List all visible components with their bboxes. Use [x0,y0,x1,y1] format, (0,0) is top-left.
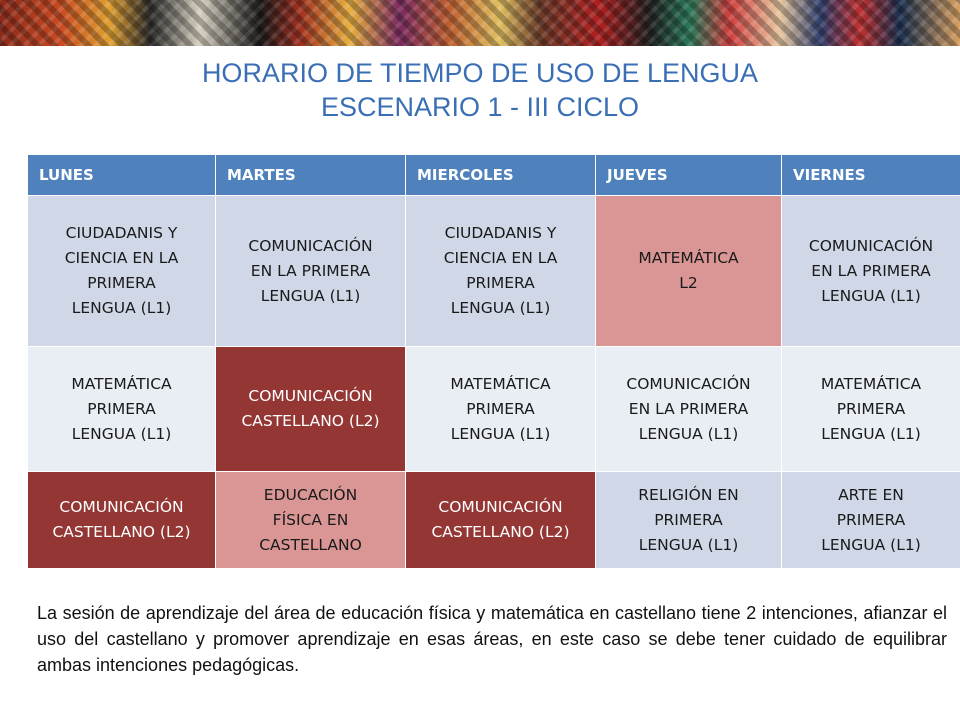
cell-line: COMUNICACIÓN [59,498,184,516]
cell-line: PRIMERA [836,399,906,418]
cell-line: L2 [679,274,698,292]
title-line-1: HORARIO DE TIEMPO DE USO DE LENGUA [201,58,759,88]
header-lunes: LUNES [28,155,216,196]
cell-martes-1 [216,196,406,347]
cell-line: LENGUA (L1) [71,299,172,317]
page-title [0,56,960,124]
cell-line: COMUNICACIÓN [626,374,751,393]
cell-line: RELIGIÓN EN [638,485,739,504]
cell-lunes-2 [28,347,216,472]
table-row [28,196,960,347]
header-jueves: JUEVES [596,155,782,196]
cell-jueves-2 [596,347,782,472]
cell-line: LENGUA (L1) [821,535,921,554]
cell-line: MATEMÁTICA [450,374,551,393]
note-paragraph: La sesión de aprendizaje del área de educación física y matemática en castellano tiene 2 intenciones, afianzar el uso del castellano y promover aprendizaje en esas áreas, en este caso se debe tener cuidado de equilibrar ambas intenciones pedagógicas. [37,603,947,675]
cell-line: PRIMERA [466,399,535,418]
cell-line: COMUNICACIÓN [808,236,934,255]
cell-line: EN LA PRIMERA [628,399,749,418]
cell-line: PRIMERA [87,274,156,292]
header-martes: MARTES [216,155,406,196]
cell-line: LENGUA (L1) [450,299,551,317]
header-miercoles: MIERCOLES [406,155,596,196]
cell-viernes-1 [782,196,960,347]
cell-line: LENGUA (L1) [260,286,361,305]
cell-line: CIENCIA EN LA [443,249,558,267]
cell-line: LENGUA (L1) [821,286,921,305]
cell-line: MATEMÁTICA [820,374,922,393]
cell-lunes-1 [28,196,216,347]
cell-miercoles-2 [406,347,596,472]
cell-line: PRIMERA [836,510,906,529]
cell-line: CASTELLANO [259,535,362,554]
cell-line: PRIMERA [87,399,156,418]
cell-viernes-2 [782,347,960,472]
cell-line: CASTELLANO (L2) [241,412,380,430]
cell-line: COMUNICACIÓN [248,236,373,255]
cell-line: LENGUA (L1) [638,535,739,554]
cell-line: LENGUA (L1) [638,424,739,443]
cell-line: CIUDADANIS Y [444,224,557,242]
cell-viernes-3 [782,472,960,569]
cell-line: LENGUA (L1) [71,424,172,443]
cell-line: PRIMERA [654,510,723,529]
cell-line: CASTELLANO (L2) [431,523,570,541]
cell-line: LENGUA (L1) [450,424,551,443]
cell-line: CIUDADANIS Y [65,224,178,242]
header-viernes: VIERNES [782,155,960,196]
cell-line: COMUNICACIÓN [438,498,563,516]
cell-miercoles-1 [406,196,596,347]
cell-line: EN LA PRIMERA [811,261,931,280]
cell-martes-3 [216,472,406,569]
cell-line: CASTELLANO (L2) [52,523,191,541]
cell-line: MATEMÁTICA [71,374,172,393]
cell-line: CIENCIA EN LA [64,249,179,267]
table-row [28,347,960,472]
cell-line: EDUCACIÓN [263,485,358,504]
title-line-2: ESCENARIO 1 - III CICLO [320,92,640,122]
header-row [28,155,960,196]
cell-line: LENGUA (L1) [821,424,921,443]
cell-line: PRIMERA [466,274,535,292]
cell-line: FÍSICA EN [272,510,349,529]
table-row [28,472,960,569]
cell-line: MATEMÁTICA [638,249,739,267]
cell-martes-2 [216,347,406,472]
cell-jueves-3 [596,472,782,569]
cell-lunes-3 [28,472,216,569]
schedule-table [27,154,960,569]
cell-line: COMUNICACIÓN [248,387,373,405]
cell-miercoles-3 [406,472,596,569]
cell-line: EN LA PRIMERA [250,261,371,280]
cell-jueves-1 [596,196,782,347]
textile-banner [0,0,960,46]
cell-line: ARTE EN [838,485,904,504]
